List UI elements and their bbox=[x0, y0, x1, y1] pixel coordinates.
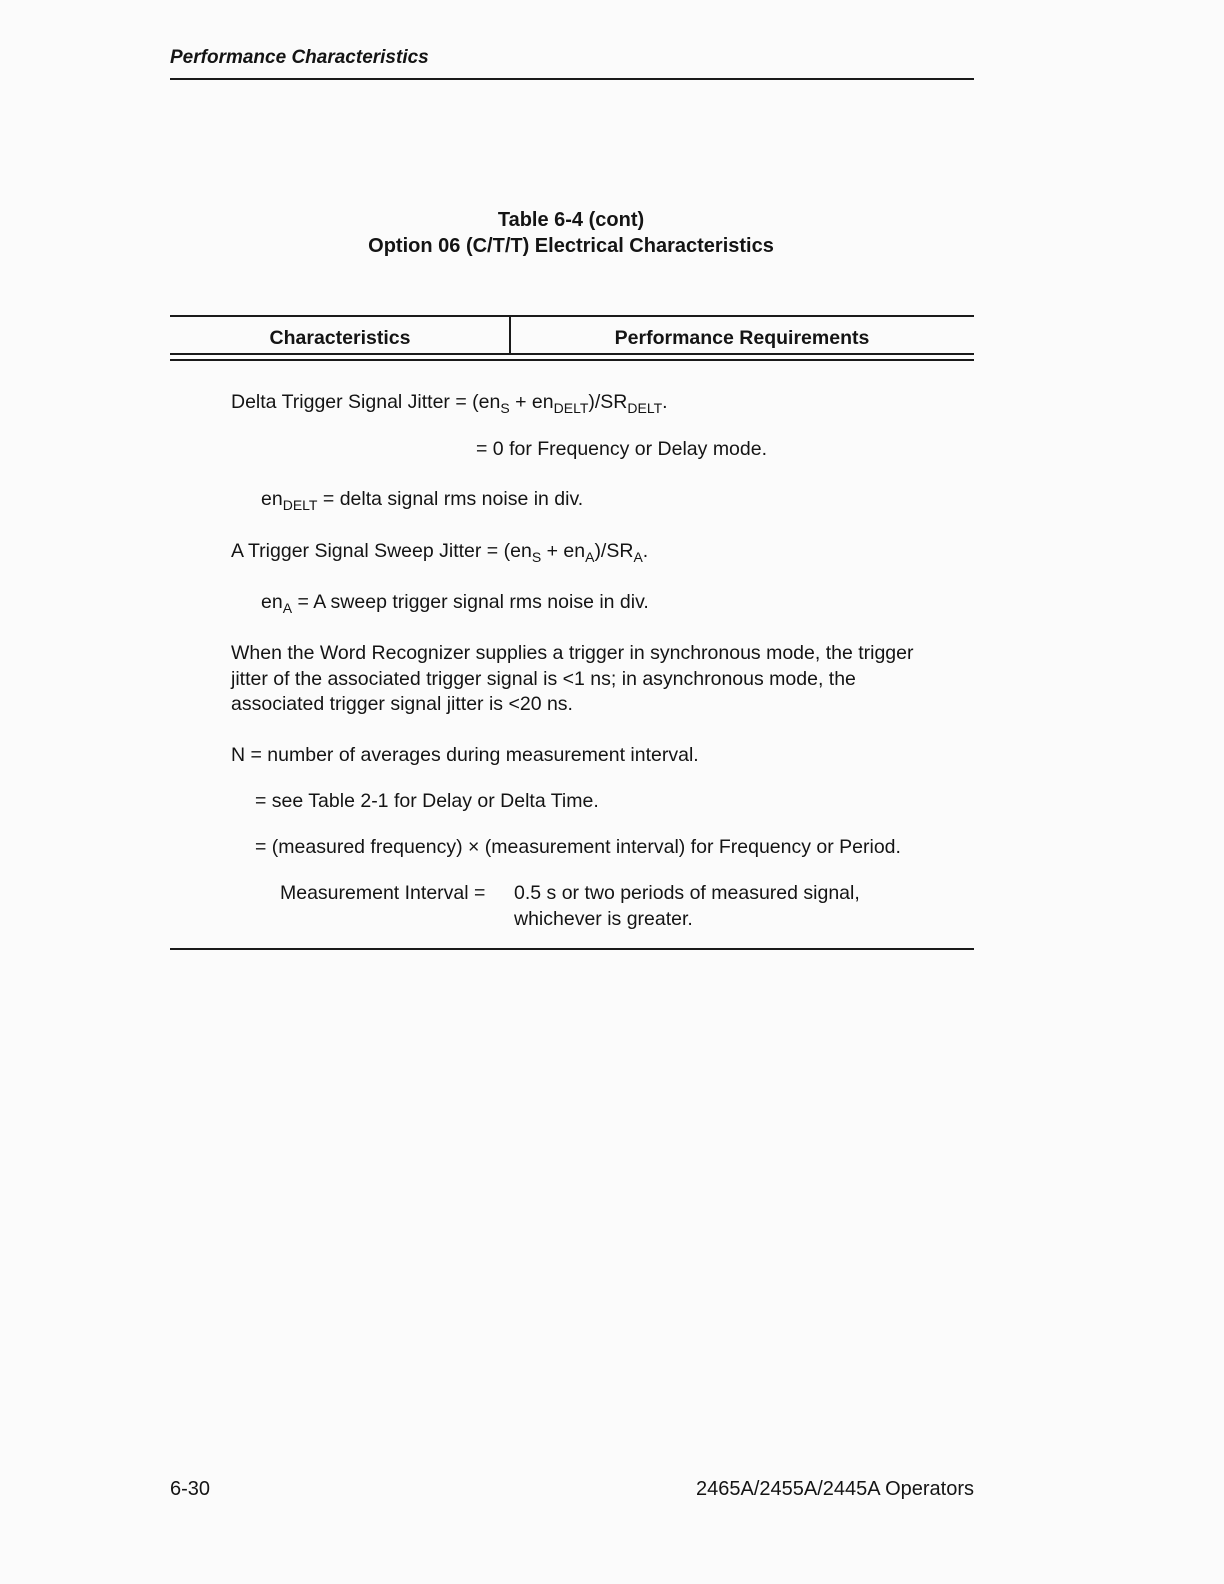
subscript: A bbox=[282, 600, 293, 616]
formula-text: + e bbox=[509, 391, 543, 413]
page-number: 6-30 bbox=[170, 1478, 211, 1500]
formula-text: n bbox=[542, 391, 554, 413]
formula-text: = A sweep trigger signal rms noise in div. bbox=[292, 591, 649, 613]
delta-jitter-formula bbox=[231, 390, 668, 416]
subscript: A bbox=[585, 549, 595, 565]
formula-text: e bbox=[261, 488, 272, 510]
formula-text: A Trigger Signal Sweep Jitter = (e bbox=[231, 540, 521, 562]
n-frequency-alternate: = (measured frequency) × (measurement interval) for Frequency or Period. bbox=[255, 836, 901, 858]
formula-text: e bbox=[261, 591, 272, 613]
endelt-definition bbox=[261, 487, 583, 513]
paragraph-line: When the Word Recognizer supplies a trigger in synchronous mode, the trigger bbox=[231, 642, 914, 664]
column-header-characteristics: Characteristics bbox=[269, 327, 411, 349]
paragraph-line: jitter of the associated trigger signal is <1 ns; in asynchronous mode, the bbox=[231, 667, 856, 690]
formula-text: + e bbox=[541, 540, 575, 562]
delta-jitter-alternate: = 0 for Frequency or Delay mode. bbox=[476, 438, 768, 460]
formula-text: n bbox=[489, 391, 501, 413]
table-top-rule bbox=[170, 315, 974, 317]
paragraph-line: associated trigger signal jitter is <20 ns. bbox=[231, 693, 573, 715]
table-header-double-rule-top bbox=[170, 353, 974, 355]
word-recognizer-paragraph bbox=[231, 641, 914, 718]
table-number: Table 6-4 (cont) bbox=[497, 209, 645, 231]
interval-line: whichever is greater. bbox=[514, 907, 693, 930]
subscript: S bbox=[500, 400, 510, 416]
formula-text: . bbox=[642, 540, 649, 562]
formula-text: )/SR bbox=[588, 391, 628, 413]
subscript: DELT bbox=[282, 497, 318, 513]
table-caption: Option 06 (C/T/T) Electrical Characteristics bbox=[368, 235, 774, 257]
subscript: S bbox=[531, 549, 542, 565]
section-title: Performance Characteristics bbox=[170, 47, 429, 68]
measurement-interval-label: Measurement Interval = bbox=[280, 882, 486, 904]
formula-text: . bbox=[662, 391, 668, 413]
subscript: A bbox=[633, 549, 643, 565]
table-bottom-rule bbox=[170, 948, 974, 950]
measurement-interval-value bbox=[514, 881, 860, 932]
formula-text: n bbox=[520, 540, 532, 562]
n-definition: N = number of averages during measurement interval. bbox=[231, 744, 699, 766]
n-delay-alternate: = see Table 2-1 for Delay or Delta Time. bbox=[255, 790, 599, 812]
formula-text: Delta Trigger Signal Jitter = (e bbox=[231, 391, 490, 413]
column-header-performance-requirements: Performance Requirements bbox=[614, 327, 870, 349]
formula-text: n bbox=[574, 540, 586, 562]
ena-definition bbox=[261, 590, 649, 616]
manual-title: 2465A/2455A/2445A Operators bbox=[696, 1478, 974, 1500]
table-header-double-rule-bottom bbox=[170, 359, 974, 361]
formula-text: n bbox=[271, 488, 283, 510]
subscript: DELT bbox=[627, 400, 663, 416]
a-jitter-formula bbox=[231, 539, 648, 565]
subscript: DELT bbox=[553, 400, 589, 416]
formula-text: )/SR bbox=[594, 540, 634, 562]
interval-line: 0.5 s or two periods of measured signal, bbox=[514, 882, 860, 904]
formula-text: n bbox=[271, 591, 283, 613]
header-rule bbox=[170, 78, 974, 80]
formula-text: = delta signal rms noise in div. bbox=[317, 488, 584, 510]
